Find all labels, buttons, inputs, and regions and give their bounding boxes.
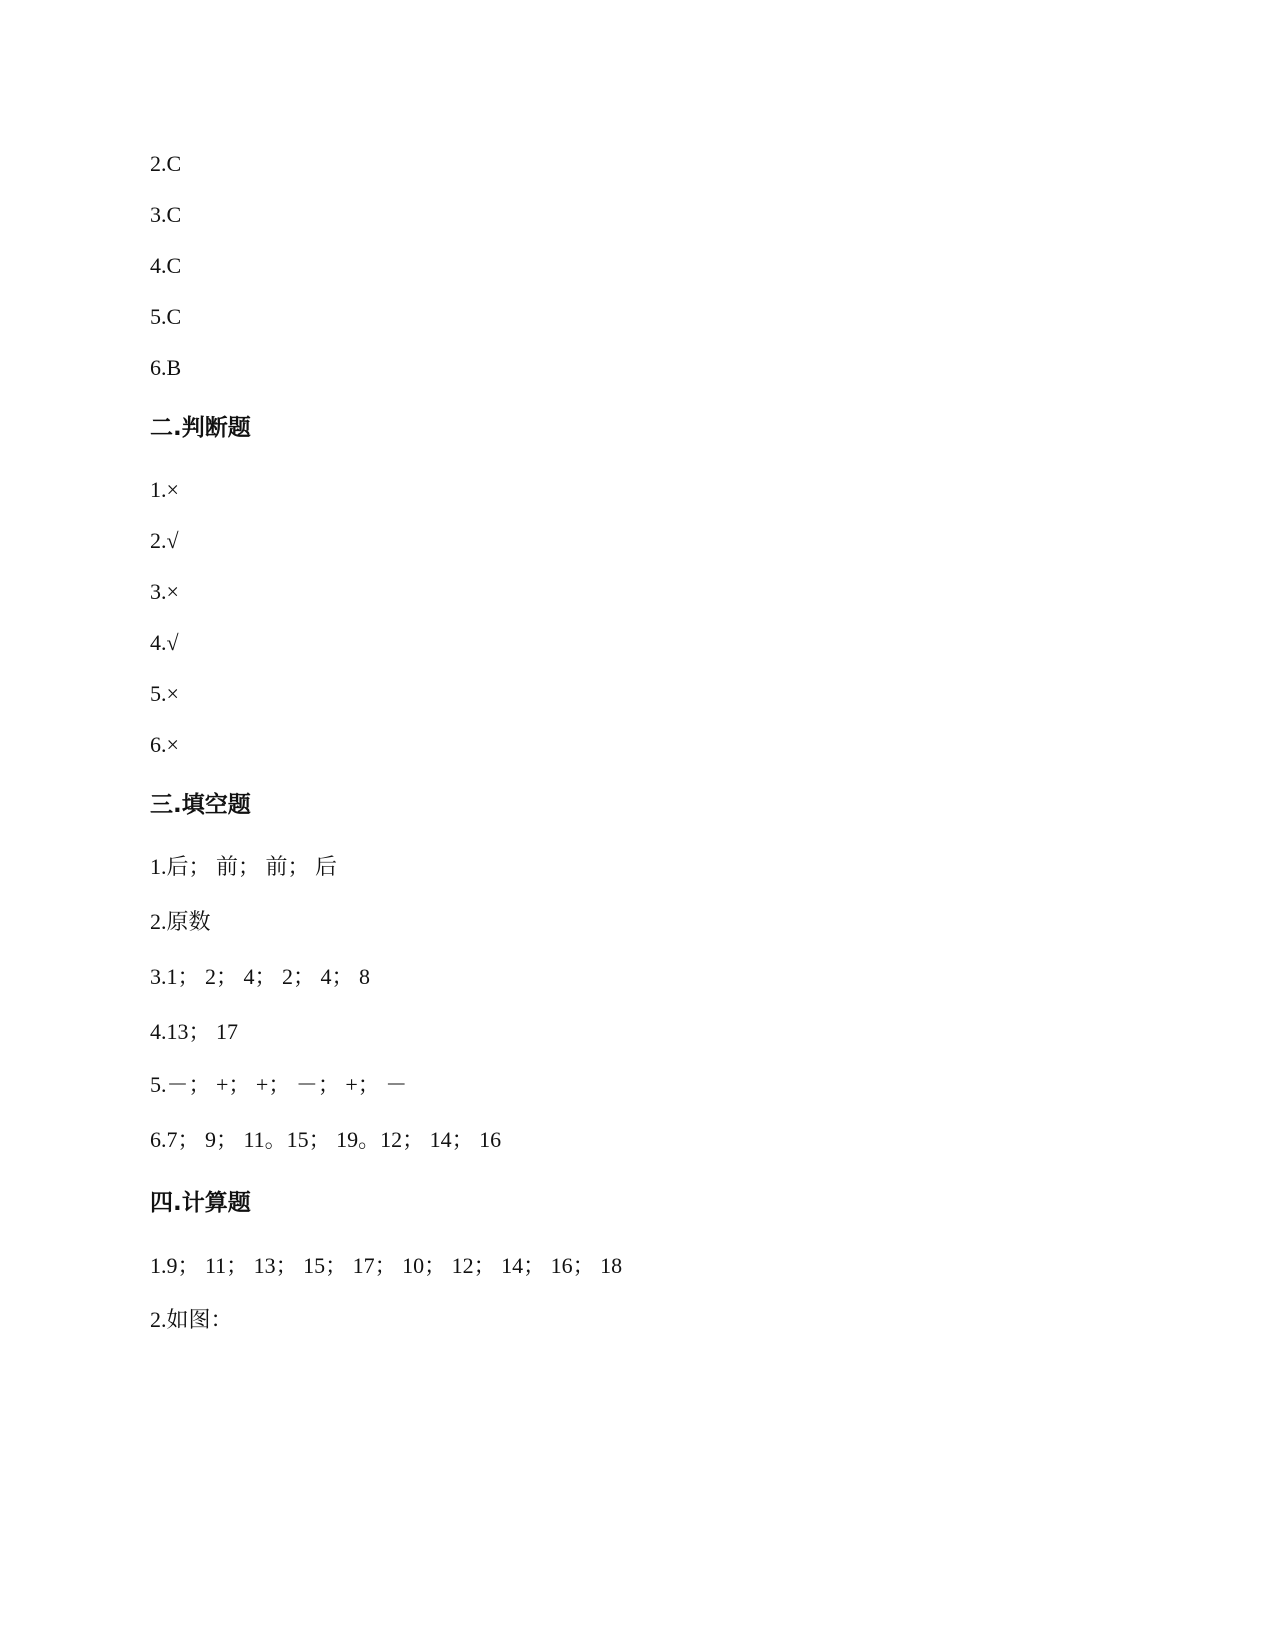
answer-line: 2.如图：	[150, 1307, 233, 1332]
section-heading-calculation: 四.计算题	[150, 1190, 251, 1216]
answer-line: 3.C	[150, 202, 182, 227]
answer-line: 4.C	[150, 253, 182, 278]
section-heading-judgement: 二.判断题	[150, 415, 251, 441]
answer-line: 2.√	[150, 528, 179, 553]
answer-line: 5.×	[150, 681, 179, 706]
answer-line: 6.7； 9； 11。15； 19。12； 14； 16	[150, 1127, 502, 1152]
answer-line: 3.1； 2； 4； 2； 4； 8	[150, 964, 371, 989]
answer-line: 3.×	[150, 579, 179, 604]
answer-line: 2.C	[150, 151, 182, 176]
answer-line: 1.×	[150, 477, 179, 502]
answer-line: 6.B	[150, 355, 182, 380]
answer-line: 5.C	[150, 304, 182, 329]
answer-line: 5.－； +； +； －； +； －	[150, 1072, 408, 1097]
section-heading-fill-blank: 三.填空题	[150, 792, 251, 818]
answer-line: 1.9； 11； 13； 15； 17； 10； 12； 14； 16； 18	[150, 1253, 623, 1278]
answer-line: 4.√	[150, 630, 179, 655]
answer-line: 6.×	[150, 732, 179, 757]
answer-line: 1.后； 前； 前； 后	[150, 854, 338, 879]
answer-line: 4.13； 17	[150, 1019, 239, 1044]
answer-line: 2.原数	[150, 909, 211, 934]
